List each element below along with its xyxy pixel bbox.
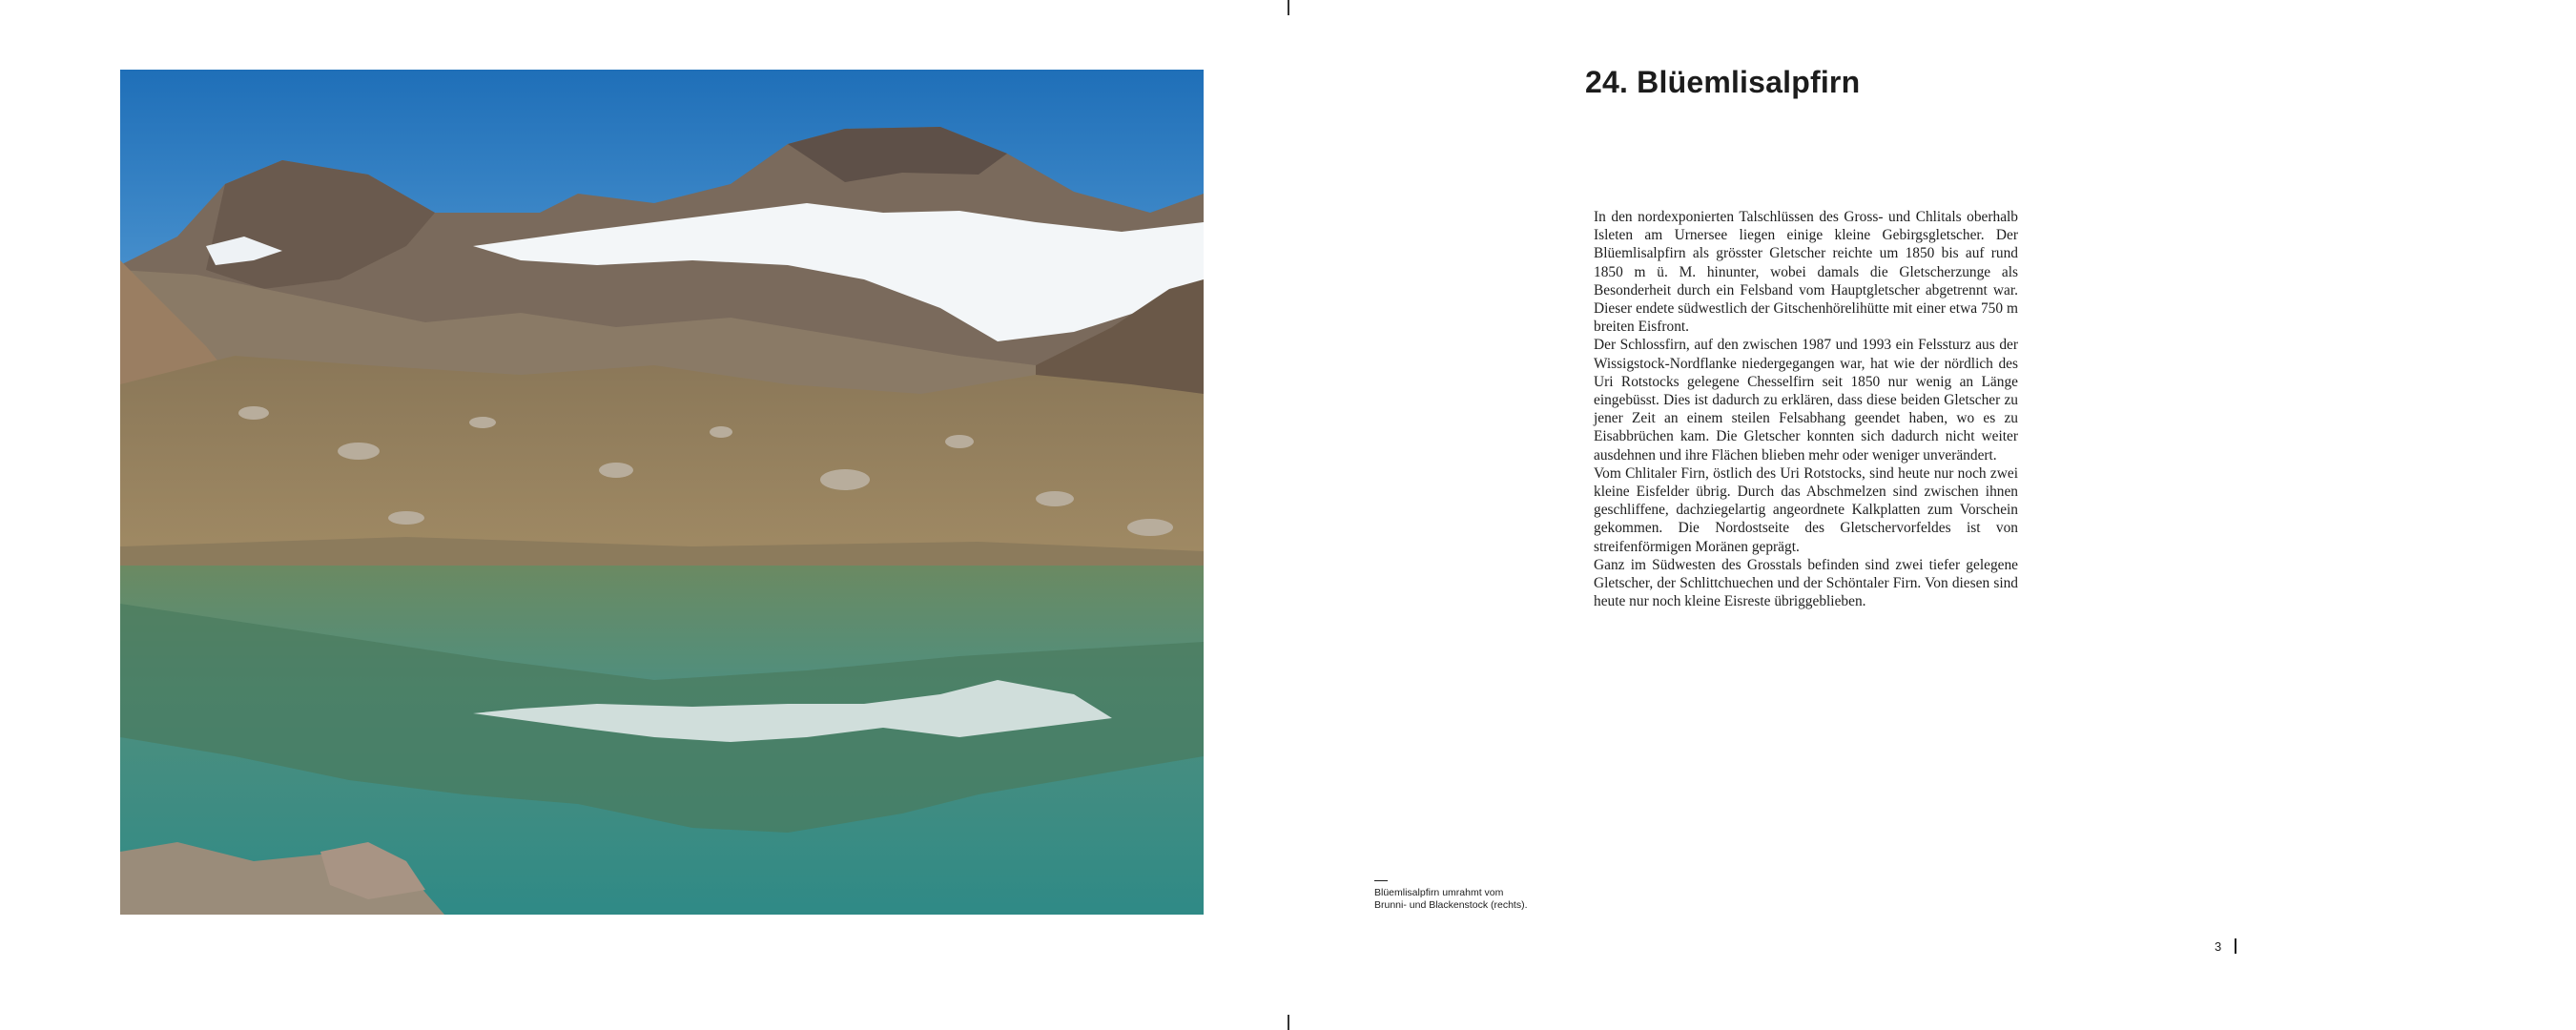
crop-mark-top xyxy=(1288,0,1289,15)
paragraph: Vom Chlitaler Firn, östlich des Uri Rotstocks, sind heute nur noch zwei kleine Eisfelder übrig. Durch das Abschmelzen sind zwischen ihnen geschliffene, dachziegelartig angeordnete Kalkplatten zum Vorschein gekommen. Die Nordostseite des Gletschervorfeldes ist von streifenförmigen Moränen geprägt. xyxy=(1594,464,2018,555)
photo-caption xyxy=(1374,880,1603,912)
paragraph: Ganz im Südwesten des Grosstals befinden sind zwei tiefer gelegene Gletscher, der Schlittchuechen und der Schöntaler Firn. Von diesen sind heute nur noch kleine Eisreste übriggeblieben. xyxy=(1594,556,2018,610)
paragraph: Der Schlossfirn, auf den zwischen 1987 und 1993 ein Felssturz aus der Wissigstock-Nordflanke niedergegangen war, hat wie der nördlich des Uri Rotstocks gelegene Chesselfirn seit 1850 nur wenig an Länge eingebüsst. Dies ist dadurch zu erklären, dass diese beiden Gletscher zu jener Zeit an einem steilen Felsabhang geendet haben, wo es zu Eisabbrüchen kam. Die Gletscher konnten sich dadurch nicht weiter ausdehnen und ihre Flächen blieben mehr oder weniger unverändert. xyxy=(1594,337,2018,464)
body-text xyxy=(1594,208,2018,610)
caption-line: Brunni- und Blackenstock (rechts). xyxy=(1374,899,1528,912)
glacier-photo xyxy=(120,70,1204,915)
page-title: 24. Blüemlisalpfirn xyxy=(1585,65,1861,99)
page-number: 3 xyxy=(2215,939,2222,954)
page-number-bar xyxy=(2235,938,2236,954)
crop-mark-bottom xyxy=(1288,1015,1289,1030)
paragraph: In den nordexponierten Talschlüssen des Gross- und Chlitals oberhalb Isleten am Urnersee liegen einige kleine Gebirgsgletscher. Der Blüemlisalpfirn als grösster Gletscher reichte um 1850 bis auf rund 1850 m ü. M. hinunter, wobei damals die Gletscherzunge als Besonderheit durch ein Felsband vom Hauptgletscher abgetrennt war. Dieser endete südwestlich der Gitschenhörelihütte mit einer etwa 750 m breiten Eisfront. xyxy=(1594,209,2018,336)
caption-line: Blüemlisalpfirn umrahmt vom xyxy=(1374,887,1504,899)
mountain-lake-illustration xyxy=(120,70,1204,915)
caption-dash xyxy=(1374,880,1388,881)
